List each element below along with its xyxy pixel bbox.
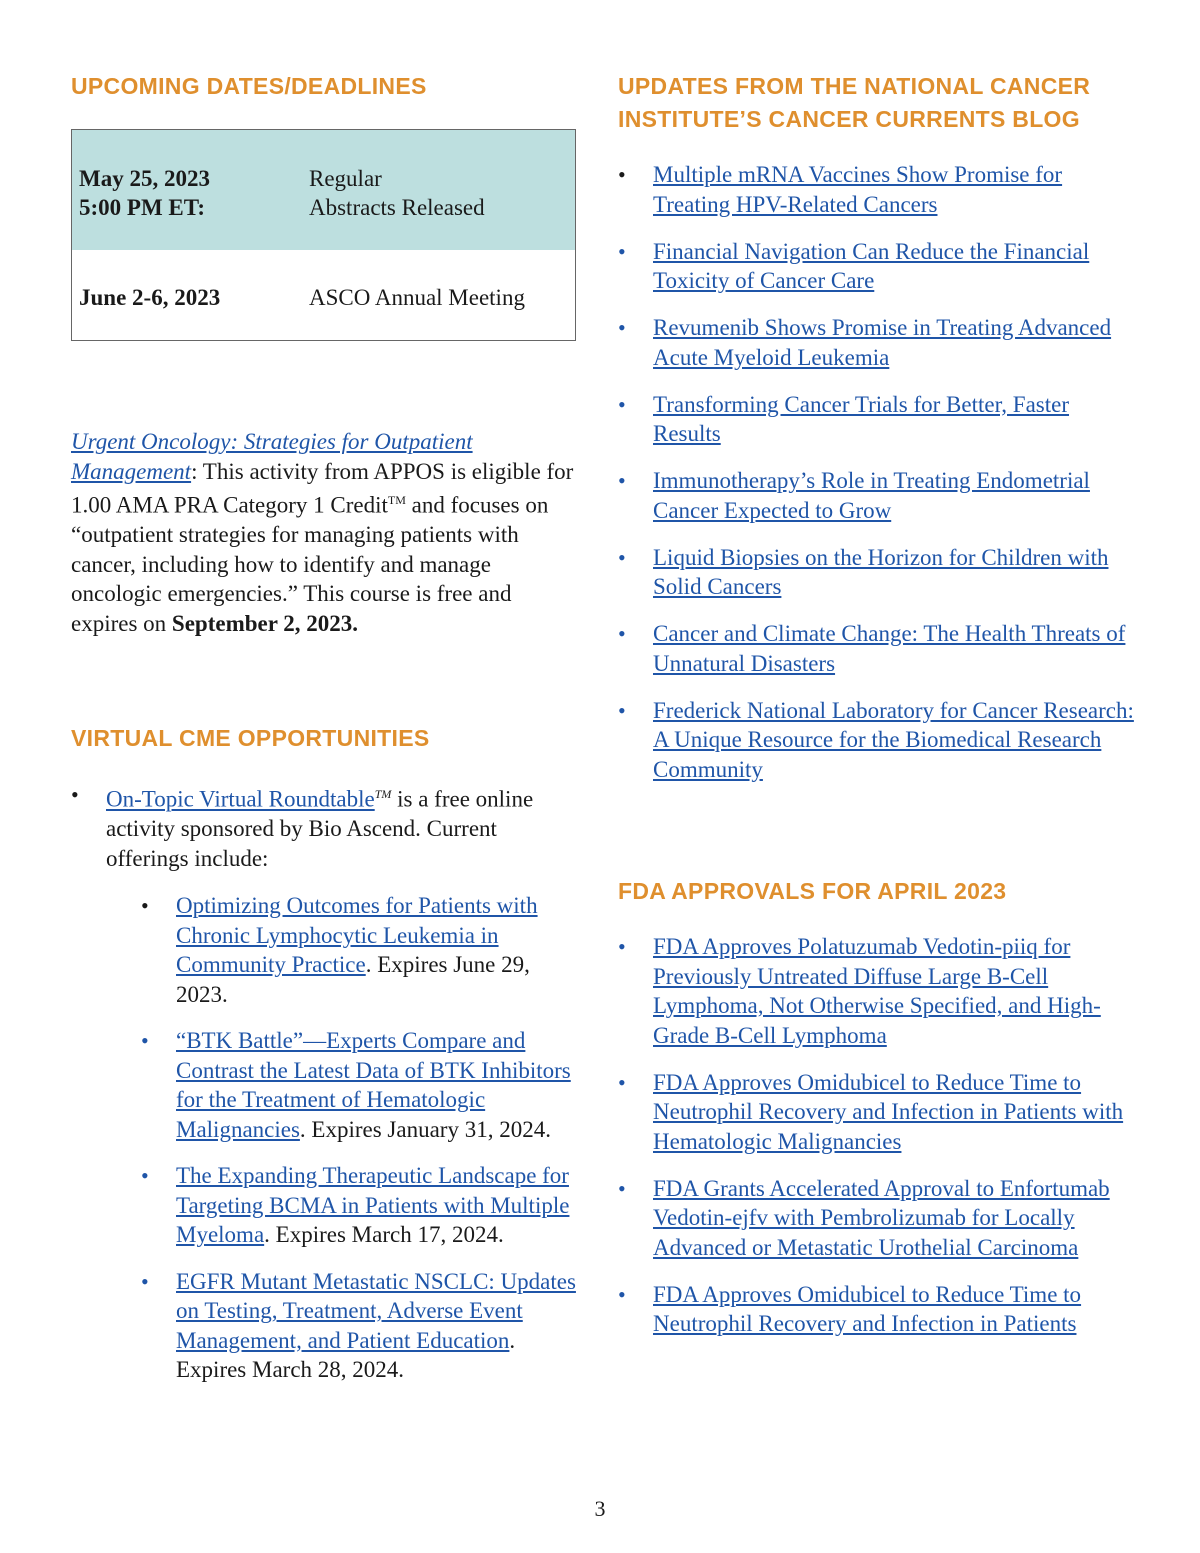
promo-text-cont: and focuses on “outpatient strategies for managing patients with cancer, including how to identify and manage oncologic emergencies.” This course is free and expires on: [71, 492, 549, 636]
date-text: June 2-6, 2023: [79, 285, 221, 310]
list-item: [618, 237, 1138, 296]
date-cell: [72, 164, 309, 250]
offering-expiry: . Expires January 31, 2024.: [299, 1116, 551, 1142]
list-item: [618, 466, 1138, 525]
list-item: [618, 1068, 1138, 1157]
offering-expiry: . Expires June 29, 2023.: [176, 952, 530, 1007]
blog-link[interactable]: Financial Navigation Can Reduce the Financial Toxicity of Cancer Care: [653, 238, 1090, 293]
list-item: [618, 619, 1138, 678]
blog-link[interactable]: Multiple mRNA Vaccines Show Promise for Treating HPV-Related Cancers: [653, 162, 1063, 217]
virtual-cme-list: [71, 780, 581, 1385]
bullet-icon: •: [618, 1281, 626, 1307]
fda-approvals-section: [618, 932, 1138, 1356]
nci-blog-list: [618, 160, 1138, 784]
bullet-icon: •: [618, 315, 626, 340]
urgent-oncology-paragraph: [71, 427, 581, 638]
offerings-list: [106, 891, 581, 1385]
page-number: 3: [594, 1496, 606, 1521]
date-text: May 25, 2023: [79, 166, 210, 191]
offering-item: [141, 1161, 581, 1250]
offering-expiry: . Expires March 17, 2024.: [264, 1222, 504, 1248]
upcoming-dates-heading: UPCOMING DATES/DEADLINES: [71, 73, 427, 99]
time-text: 5:00 PM ET:: [79, 195, 206, 220]
left-column: [71, 70, 581, 1383]
bullet-icon: •: [618, 621, 626, 646]
offering-expiry: . Expires March 28, 2024.: [176, 1327, 516, 1383]
list-item: [618, 932, 1138, 1050]
virtual-cme-section: [71, 780, 581, 1402]
offering-link[interactable]: The Expanding Therapeutic Landscape for Targeting BCMA in Patients with Multiple Myeloma: [176, 1163, 570, 1248]
event-text: ASCO Annual Meeting: [309, 285, 525, 310]
offering-link[interactable]: Optimizing Outcomes for Patients with Chronic Lymphocytic Leukemia in Community Practice: [176, 893, 538, 978]
bullet-icon: •: [618, 391, 626, 417]
event-text: Abstracts Released: [309, 195, 485, 220]
bullet-icon: •: [618, 697, 626, 723]
bullet-icon: •: [141, 893, 149, 919]
offering-link[interactable]: “BTK Battle”—Experts Compare and Contrast the Latest Data of BTK Inhibitors for the Treatment of Hematologic Malignancies: [176, 1028, 571, 1142]
list-item: [618, 160, 1138, 219]
date-cell: [72, 283, 309, 340]
offering-item: [141, 1267, 581, 1385]
list-item: [618, 1280, 1138, 1339]
blog-link[interactable]: Frederick National Laboratory for Cancer Research: A Unique Resource for the Biomedical Research Community: [653, 697, 1134, 782]
list-item: [618, 313, 1138, 372]
event-cell: [309, 164, 575, 250]
bullet-icon: •: [618, 238, 626, 264]
list-item: [618, 543, 1138, 602]
bullet-icon: •: [71, 782, 79, 807]
fda-link[interactable]: FDA Approves Omidubicel to Reduce Time to Neutrophil Recovery and Infection in Patients: [653, 1281, 1082, 1336]
nci-blog-section: [618, 160, 1138, 802]
bullet-icon: •: [618, 934, 626, 959]
blog-link[interactable]: Transforming Cancer Trials for Better, Faster Results: [653, 391, 1070, 446]
bullet-icon: •: [618, 1069, 626, 1095]
bullet-icon: •: [618, 544, 626, 570]
fda-link[interactable]: FDA Approves Omidubicel to Reduce Time to Neutrophil Recovery and Infection in Patients with Hematologic Malignancies: [653, 1069, 1124, 1154]
fda-link[interactable]: FDA Approves Polatuzumab Vedotin-piiq for Previously Untreated Diffuse Large B-Cell Lymphoma, Not Otherwise Specified, and High-Grade B-Cell Lymphoma: [653, 934, 1101, 1048]
blog-link[interactable]: Cancer and Climate Change: The Health Threats of Unnatural Disasters: [653, 621, 1126, 676]
fda-link[interactable]: FDA Grants Accelerated Approval to Enfortumab Vedotin-ejfv with Pembrolizumab for Locally Advanced or Metastatic Urothelial Carcinoma: [653, 1175, 1110, 1260]
right-column: [618, 70, 1138, 1336]
nci-blog-heading: [618, 70, 1138, 136]
fda-approvals-list: [618, 932, 1138, 1339]
heading-line: INSTITUTE’S CANCER CURRENTS BLOG: [618, 106, 1080, 132]
heading-line: UPDATES FROM THE NATIONAL CANCER: [618, 73, 1091, 99]
date-row-abstracts: [72, 130, 575, 250]
bullet-icon: •: [141, 1268, 149, 1294]
roundtable-text: is a free online activity sponsored by Bio Ascend. Current offerings include:: [106, 786, 534, 871]
bullet-icon: •: [618, 1175, 626, 1201]
upcoming-dates-table: [71, 129, 576, 341]
bullet-icon: •: [618, 468, 626, 493]
blog-link[interactable]: Liquid Biopsies on the Horizon for Children with Solid Cancers: [653, 544, 1109, 599]
blog-link[interactable]: Revumenib Shows Promise in Treating Advanced Acute Myeloid Leukemia: [653, 315, 1112, 370]
bullet-icon: •: [141, 1028, 149, 1054]
offering-item: [141, 891, 581, 1009]
list-item: [618, 696, 1138, 785]
virtual-cme-heading: VIRTUAL CME OPPORTUNITIES: [71, 725, 430, 751]
list-item: [618, 390, 1138, 449]
bullet-icon: •: [618, 162, 626, 187]
list-item: [618, 1174, 1138, 1263]
offering-item: [141, 1026, 581, 1144]
fda-approvals-heading: FDA APPROVALS FOR APRIL 2023: [618, 878, 1007, 904]
date-row-meeting: [72, 250, 575, 340]
event-cell: [309, 283, 575, 340]
roundtable-link[interactable]: On-Topic Virtual Roundtable: [106, 786, 375, 812]
list-item: [71, 780, 581, 1385]
blog-link[interactable]: Immunotherapy’s Role in Treating Endometrial Cancer Expected to Grow: [653, 468, 1090, 523]
urgent-oncology-link[interactable]: Urgent Oncology: Strategies for Outpatient Management: [71, 429, 473, 484]
trademark-mark: TM: [374, 787, 392, 801]
promo-text: : This activity from APPOS is eligible for 1.00 AMA PRA Category 1 Credit: [71, 458, 574, 518]
offering-link[interactable]: EGFR Mutant Metastatic NSCLC: Updates on Testing, Treatment, Adverse Event Management, and Patient Education: [176, 1268, 576, 1353]
event-text: Regular: [309, 166, 382, 191]
bullet-icon: •: [141, 1163, 149, 1189]
trademark-mark: TM: [387, 493, 406, 507]
promo-expiry-date: September 2, 2023.: [171, 610, 359, 636]
